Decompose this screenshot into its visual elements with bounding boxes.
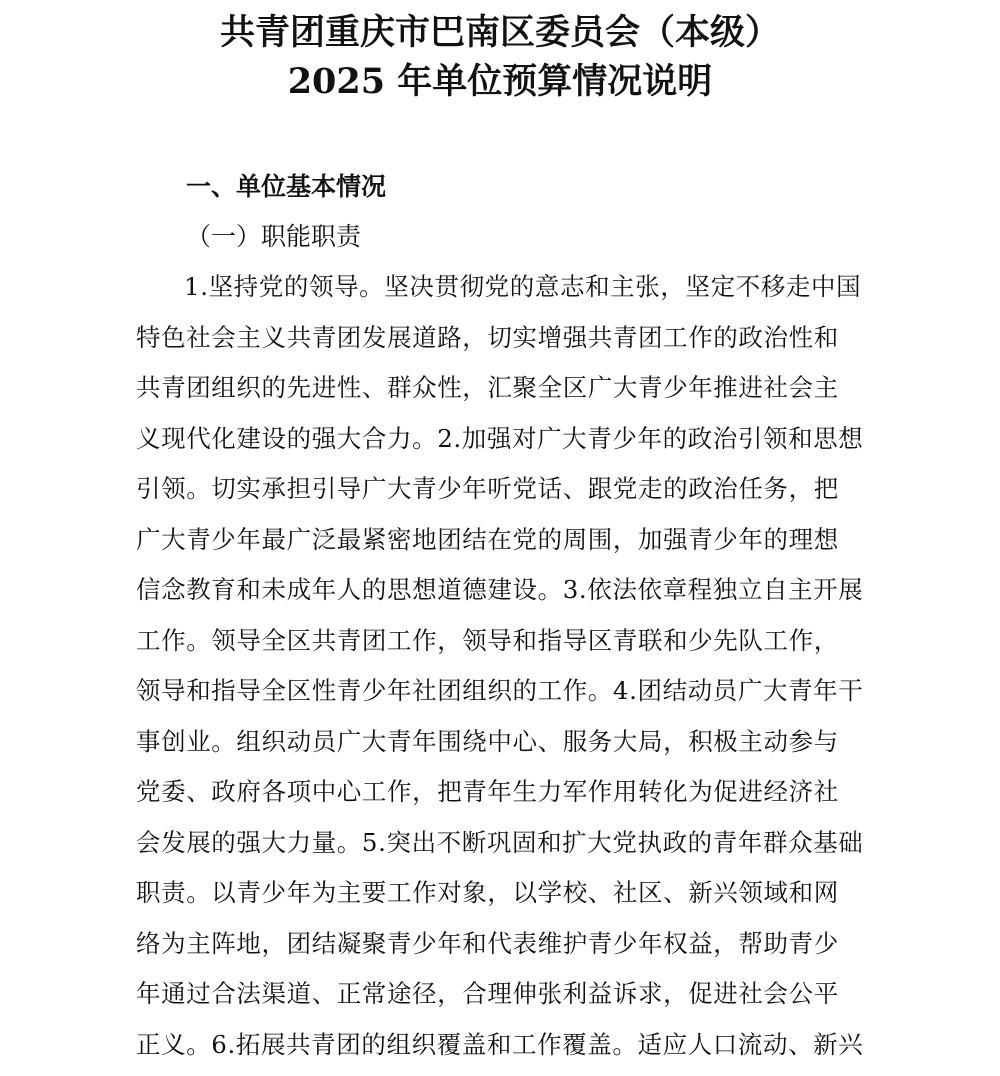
body-line: 会发展的强大力量。5.突出不断巩固和扩大党执政的青年群众基础 [136, 824, 880, 875]
section-heading: 一、单位基本情况 [186, 172, 386, 202]
body-line: 广大青少年最广泛最紧密地团结在党的周围，加强青少年的理想 [136, 521, 880, 572]
body-line: 职责。以青少年为主要工作对象，以学校、社区、新兴领域和网 [136, 874, 880, 925]
document-title-line-1: 共青团重庆市巴南区委员会（本级） [0, 13, 1000, 53]
body-line: 引领。切实承担引导广大青少年听党话、跟党走的政治任务，把 [136, 470, 880, 521]
body-line: 信念教育和未成年人的思想道德建设。3.依法依章程独立自主开展 [136, 571, 880, 622]
body-line: 事创业。组织动员广大青年围绕中心、服务大局，积极主动参与 [136, 723, 880, 774]
body-line: 领导和指导全区性青少年社团组织的工作。4.团结动员广大青年干 [136, 672, 880, 723]
body-line: 年通过合法渠道、正常途径，合理伸张利益诉求，促进社会公平 [136, 975, 880, 1026]
body-line: 义现代化建设的强大合力。2.加强对广大青少年的政治引领和思想 [136, 420, 880, 471]
body-line: 1.坚持党的领导。坚决贯彻党的意志和主张，坚定不移走中国 [136, 268, 880, 319]
body-line: 络为主阵地，团结凝聚青少年和代表维护青少年权益，帮助青少 [136, 925, 880, 976]
body-line: 党委、政府各项中心工作，把青年生力军作用转化为促进经济社 [136, 773, 880, 824]
body-line: 特色社会主义共青团发展道路，切实增强共青团工作的政治性和 [136, 319, 880, 370]
subsection-heading: （一）职能职责 [186, 222, 361, 252]
body-line: 正义。6.拓展共青团的组织覆盖和工作覆盖。适应人口流动、新兴 [136, 1026, 880, 1076]
document-title-line-2: 2025 年单位预算情况说明 [0, 62, 1000, 102]
body-line: 工作。领导全区共青团工作，领导和指导区青联和少先队工作， [136, 622, 880, 673]
body-text [136, 268, 880, 1076]
body-line: 共青团组织的先进性、群众性，汇聚全区广大青少年推进社会主 [136, 369, 880, 420]
